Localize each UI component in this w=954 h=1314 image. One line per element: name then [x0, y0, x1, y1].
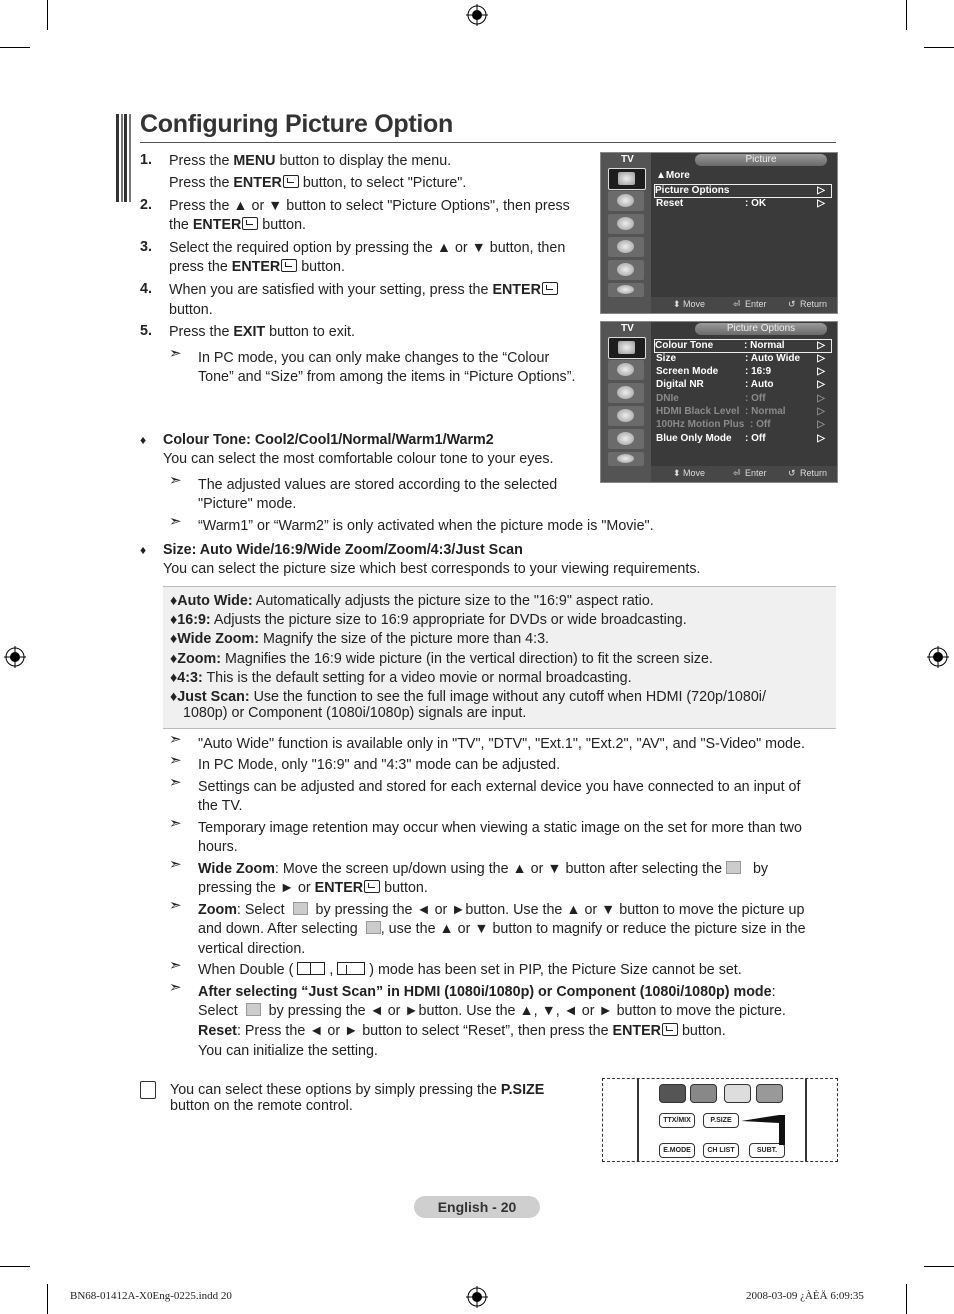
crop-mark	[906, 0, 907, 30]
return-icon: ↺	[788, 468, 796, 478]
submenu-arrow-icon: ▷	[817, 419, 825, 430]
remote-color-button	[724, 1084, 751, 1103]
step-1-line-1: Press the MENU button to display the menu.	[169, 153, 452, 169]
step-3-line-1: Select the required option by pressing the ▲ or ▼ button, then	[169, 240, 566, 256]
note-arrow-icon: ➣	[169, 731, 182, 748]
registration-mark-icon	[466, 4, 488, 26]
crop-mark	[47, 0, 48, 30]
menu-item-hdmi-black-level: HDMI Black Level : Normal ▷	[656, 406, 825, 417]
step-5-line-1: Press the EXIT button to exit.	[169, 324, 355, 340]
channel-menu-icon[interactable]	[608, 383, 644, 403]
menu-item-dnie: DNIe : Off ▷	[656, 393, 825, 404]
menu-item-reset[interactable]: Reset : OK ▷	[656, 198, 825, 209]
submenu-arrow-icon: ▷	[817, 198, 825, 209]
note-pip: When Double ( , ) mode has been set in PIP, the Picture Size cannot be set.	[198, 962, 742, 978]
menu-footer	[651, 466, 837, 482]
note-retention-a: Temporary image retention may occur when viewing a static image on the set for more than two	[198, 820, 802, 836]
memo-icon	[140, 1081, 156, 1099]
menu-item-picture-options[interactable]: Picture Options ▷	[654, 184, 832, 198]
registration-mark-icon	[466, 1286, 488, 1308]
note-just-scan-d: You can initialize the setting.	[198, 1043, 378, 1059]
note-wide-zoom-a: Wide Zoom: Move the screen up/down using the ▲ or ▼ button after selecting the by	[198, 861, 769, 877]
colour-tone-heading: Colour Tone: Cool2/Cool1/Normal/Warm1/Warm2	[163, 432, 494, 448]
registration-mark-icon	[927, 646, 949, 668]
title-rule	[140, 142, 836, 143]
crop-mark	[924, 47, 954, 48]
submenu-arrow-icon: ▷	[817, 406, 825, 417]
note-just-scan-c: Reset: Press the ◄ or ► button to select “Reset”, then press the ENTER button.	[198, 1023, 726, 1039]
print-slug-right: 2008-03-09 ¿ÀÈÄ 6:09:35	[746, 1290, 864, 1302]
remote-subt-button: SUBT.	[749, 1143, 785, 1158]
crop-mark	[47, 1284, 48, 1314]
remote-control-illustration	[602, 1078, 838, 1162]
size-item-continued: 1080p) or Component (1080i/1080p) signals are input.	[183, 705, 527, 721]
submenu-arrow-icon: ▷	[817, 353, 825, 364]
enter-icon	[242, 217, 258, 230]
note-wide-zoom-b: pressing the ► or ENTER button.	[198, 880, 428, 896]
enter-icon	[662, 1023, 678, 1036]
crop-mark	[0, 47, 30, 48]
registration-mark-icon	[4, 646, 26, 668]
memo-line-1: You can select these options by simply pressing the P.SIZE	[170, 1082, 545, 1098]
size-heading: Size: Auto Wide/16:9/Wide Zoom/Zoom/4:3/Just Scan	[163, 542, 523, 558]
digital-menu-icon[interactable]	[608, 283, 644, 297]
screen-position-icon	[246, 1003, 261, 1016]
step-number: 4.	[140, 281, 152, 297]
picture-menu-icon[interactable]	[608, 337, 646, 359]
note-zoom-a: Zoom: Select by pressing the ◄ or ►button. Use the ▲ or ▼ button to move the picture up	[198, 902, 805, 918]
note-arrow-icon: ➣	[169, 897, 182, 914]
note-arrow-icon: ➣	[169, 752, 182, 769]
crop-mark	[906, 1284, 907, 1314]
tv-menu-picture	[600, 152, 838, 314]
note-zoom-c: vertical direction.	[198, 941, 306, 957]
pc-note-line-2: Tone” and “Size” from among the items in “Picture Options”.	[198, 369, 576, 385]
note-auto-wide: "Auto Wide" function is available only in "TV", "DTV", "Ext.1", "Ext.2", "AV", and "S-Video" mode.	[198, 736, 805, 752]
print-slug-left: BN68-01412A-X0Eng-0225.indd 20	[70, 1290, 232, 1302]
page-number: English - 20	[414, 1196, 540, 1218]
remote-psize-button: P.SIZE	[703, 1113, 739, 1128]
memo-line-2: button on the remote control.	[170, 1098, 353, 1114]
crop-mark	[924, 1266, 954, 1267]
note-pc-mode: In PC Mode, only "16:9" and "4:3" mode can be adjusted.	[198, 757, 561, 773]
submenu-arrow-icon: ▷	[817, 366, 825, 377]
size-item: ♦16:9: Adjusts the picture size to 16:9 appropriate for DVDs or wide broadcasting.	[170, 612, 687, 628]
note-settings-b: the TV.	[198, 798, 243, 814]
menu-item-size[interactable]: Size : Auto Wide ▷	[656, 353, 825, 364]
colour-tone-note-1b: "Picture" mode.	[198, 496, 297, 512]
title-decoration	[116, 114, 132, 202]
size-item: ♦Zoom: Magnifies the 16:9 wide picture (in the vertical direction) to fit the screen size.	[170, 651, 713, 667]
step-3-line-2: press the ENTER button.	[169, 259, 345, 275]
menu-header: Picture	[695, 154, 827, 166]
size-item: ♦Just Scan: Use the function to see the full image without any cutoff when HDMI (720p/1080i/	[170, 689, 766, 705]
remote-ttx-button: TTX/MIX	[659, 1113, 695, 1128]
note-settings-a: Settings can be adjusted and stored for each external device you have connected to an input of	[198, 779, 801, 795]
menu-item-blue-only-mode[interactable]: Blue Only Mode : Off ▷	[656, 433, 825, 444]
enter-icon	[542, 282, 558, 295]
footer-move: Move	[683, 299, 706, 309]
footer-enter: Enter	[745, 468, 767, 478]
note-retention-b: hours.	[198, 839, 238, 855]
colour-tone-note-2: “Warm1” or “Warm2” is only activated when the picture mode is "Movie".	[198, 518, 654, 534]
screen-size-icon	[366, 921, 381, 934]
step-4-line-1: When you are satisfied with your setting, press the ENTER	[169, 281, 558, 300]
menu-header: Picture Options	[695, 323, 827, 335]
submenu-arrow-icon: ▷	[817, 393, 825, 404]
menu-tv-label: TV	[621, 154, 634, 165]
pointer-arrow-icon	[739, 1113, 793, 1147]
enter-icon: ⏎	[733, 468, 741, 478]
footer-move: Move	[683, 468, 706, 478]
menu-item-motion-plus: 100Hz Motion Plus : Off ▷	[656, 419, 825, 430]
note-arrow-icon: ➣	[169, 979, 182, 996]
move-icon: ⬍	[673, 299, 681, 309]
note-just-scan-b: Select by pressing the ◄ or ►button. Use the ▲, ▼, ◄ or ► button to move the picture.	[198, 1003, 786, 1019]
diamond-bullet-icon: ♦	[140, 433, 147, 447]
diamond-bullet-icon: ♦	[140, 543, 147, 557]
footer-return: Return	[800, 299, 828, 309]
pc-note-line-1: In PC mode, you can only make changes to the “Colour	[198, 350, 550, 366]
note-arrow-icon: ➣	[169, 957, 182, 974]
pip-double-icon	[297, 962, 325, 975]
note-just-scan-a: After selecting “Just Scan” in HDMI (1080i/1080p) or Component (1080i/1080p) mode:	[198, 984, 776, 1000]
page-title: Configuring Picture Option	[140, 110, 454, 138]
enter-icon: ⏎	[733, 299, 741, 309]
tv-menu-picture-options	[600, 321, 838, 483]
menu-item-more[interactable]: ▲More	[656, 170, 690, 181]
enter-icon	[283, 175, 299, 188]
crop-mark	[0, 1266, 30, 1267]
pip-double-icon	[337, 962, 365, 975]
size-item: ♦Auto Wide: Automatically adjusts the picture size to the "16:9" aspect ratio.	[170, 593, 654, 609]
channel-menu-icon[interactable]	[608, 214, 644, 234]
colour-tone-note-1a: The adjusted values are stored according to the selected	[198, 477, 558, 493]
step-2-line-1: Press the ▲ or ▼ button to select "Picture Options", then press	[169, 198, 570, 214]
enter-icon	[281, 259, 297, 272]
footer-enter: Enter	[745, 299, 767, 309]
note-arrow-icon: ➣	[169, 856, 182, 873]
submenu-arrow-icon: ▷	[817, 185, 825, 196]
menu-item-digital-nr[interactable]: Digital NR : Auto ▷	[656, 379, 825, 390]
size-item: ♦Wide Zoom: Magnify the size of the picture more than 4:3.	[170, 631, 550, 647]
step-number: 1.	[140, 152, 152, 168]
setup-menu-icon[interactable]	[608, 237, 644, 257]
menu-footer	[651, 297, 837, 313]
input-menu-icon[interactable]	[608, 429, 644, 449]
input-menu-icon[interactable]	[608, 260, 644, 280]
menu-item-colour-tone[interactable]: Colour Tone : Normal ▷	[654, 339, 832, 353]
move-icon: ⬍	[673, 468, 681, 478]
remote-color-button	[659, 1084, 686, 1103]
digital-menu-icon[interactable]	[608, 452, 644, 466]
step-number: 2.	[140, 197, 152, 213]
screen-position-icon	[726, 861, 741, 874]
note-arrow-icon: ➣	[169, 345, 182, 362]
step-number: 5.	[140, 323, 152, 339]
sound-menu-icon[interactable]	[608, 360, 644, 380]
submenu-arrow-icon: ▷	[817, 379, 825, 390]
note-zoom-b: and down. After selecting , use the ▲ or ▼ button to magnify or reduce the picture size in the	[198, 921, 806, 937]
remote-color-button	[756, 1084, 783, 1103]
note-arrow-icon: ➣	[169, 815, 182, 832]
step-number: 3.	[140, 239, 152, 255]
step-4-line-2: button.	[169, 302, 213, 318]
step-2-line-2: the ENTER button.	[169, 217, 307, 233]
colour-tone-desc: You can select the most comfortable colour tone to your eyes.	[163, 451, 554, 467]
menu-tv-label: TV	[621, 323, 634, 334]
remote-emode-button: E.MODE	[659, 1143, 695, 1158]
enter-icon	[364, 880, 380, 893]
menu-item-screen-mode[interactable]: Screen Mode : 16:9 ▷	[656, 366, 825, 377]
note-arrow-icon: ➣	[169, 513, 182, 530]
sound-menu-icon[interactable]	[608, 191, 644, 211]
remote-chlist-button: CH LIST	[703, 1143, 739, 1158]
size-item: ♦4:3: This is the default setting for a video movie or normal broadcasting.	[170, 670, 632, 686]
size-desc: You can select the picture size which best corresponds to your viewing requirements.	[163, 561, 701, 577]
picture-menu-icon[interactable]	[608, 168, 646, 190]
setup-menu-icon[interactable]	[608, 406, 644, 426]
submenu-arrow-icon: ▷	[817, 340, 825, 351]
remote-color-button	[690, 1084, 717, 1103]
submenu-arrow-icon: ▷	[817, 433, 825, 444]
footer-return: Return	[800, 468, 828, 478]
step-1-line-2: Press the ENTER button, to select "Picture".	[169, 175, 467, 191]
remote-body	[637, 1079, 807, 1161]
note-arrow-icon: ➣	[169, 472, 182, 489]
note-arrow-icon: ➣	[169, 774, 182, 791]
screen-position-icon	[293, 902, 308, 915]
return-icon: ↺	[788, 299, 796, 309]
